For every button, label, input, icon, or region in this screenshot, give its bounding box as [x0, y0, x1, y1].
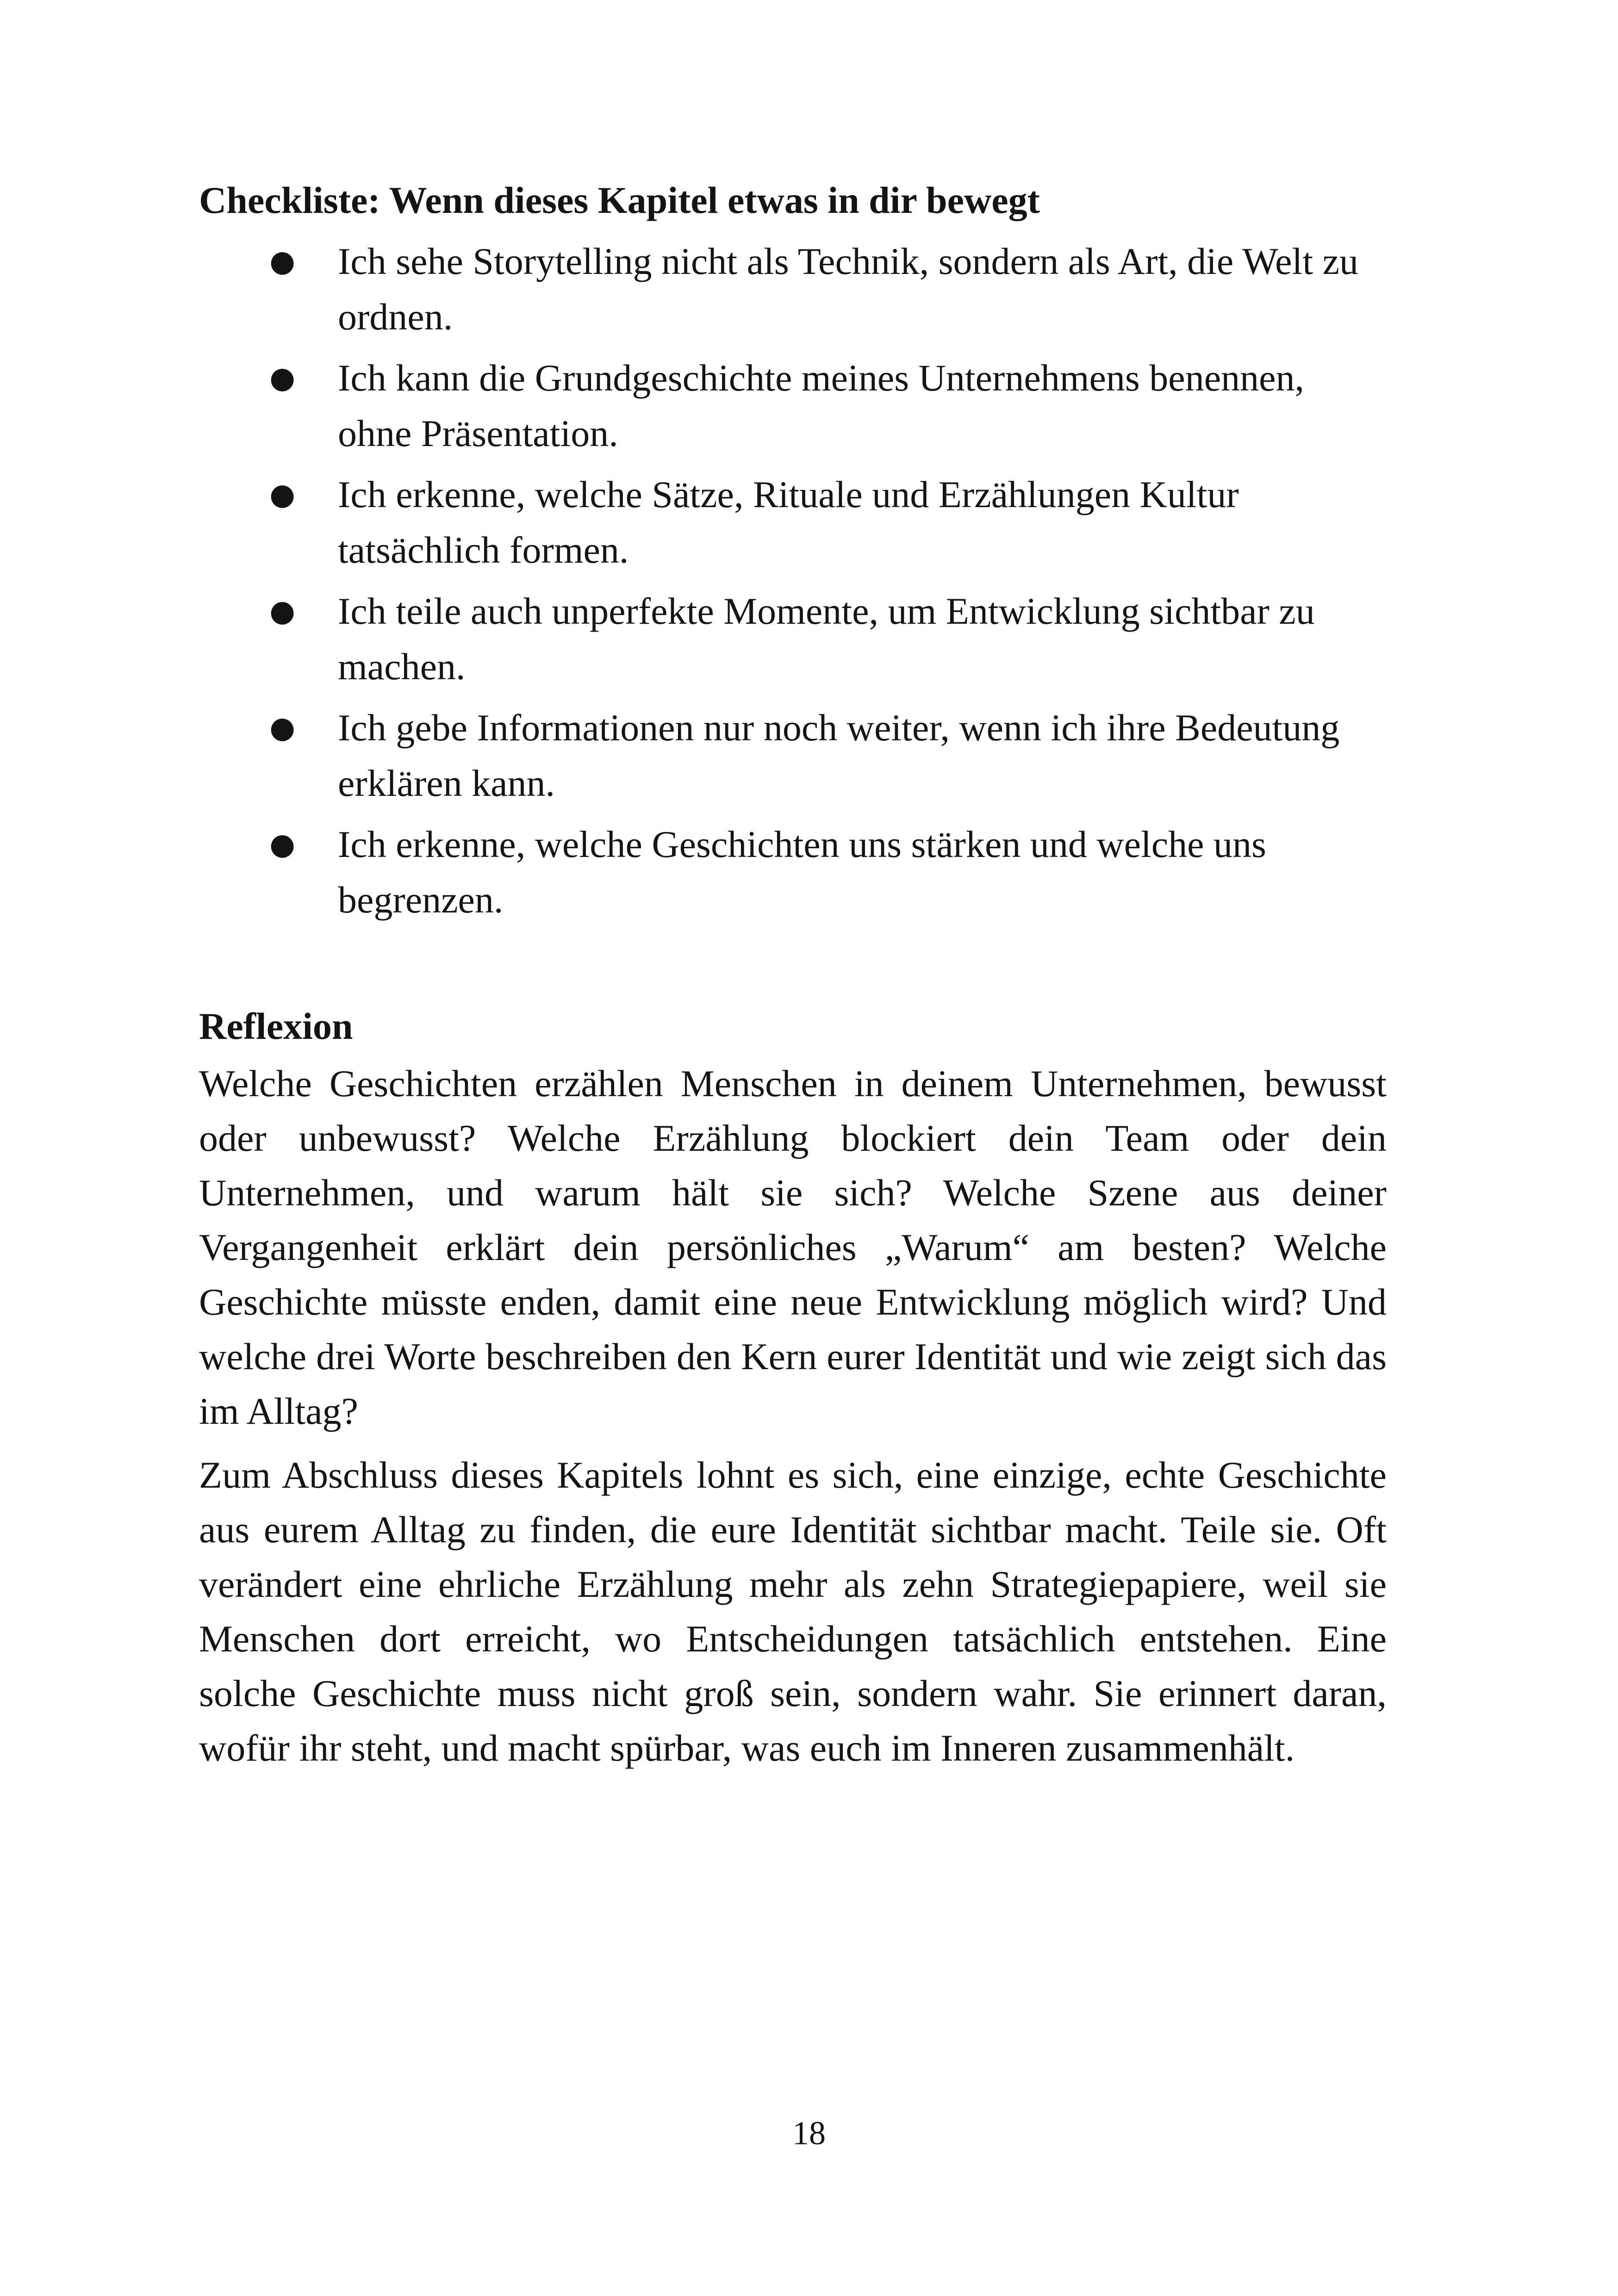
- checklist-item: [199, 700, 1387, 811]
- bullet-icon: ●: [269, 360, 295, 395]
- reflexion-heading: Reflexion: [199, 1005, 353, 1047]
- reflexion-paragraph: Zum Abschluss dieses Kapitels lohnt es sich, eine einzige, echte Geschichte aus eurem Alltag zu finden, die eure Identität sichtbar macht. Teile sie. Oft verändert eine ehrliche Erzählung mehr als zehn Strategiepapiere, weil sie Menschen dort erreicht, wo Entscheidungen tatsächlich entstehen. Eine solche Geschichte muss nicht groß sein, sondern wahr. Sie erinnert daran, wofür ihr steht, und macht spürbar, was euch im Inneren zusammenhält.: [199, 1454, 1387, 1769]
- checklist-item-text: Ich gebe Informationen nur noch weiter, wenn ich ihre Bedeutung erklären kann.: [338, 706, 1340, 804]
- checklist-item-text: Ich erkenne, welche Sätze, Rituale und Erzählungen Kultur tatsächlich formen.: [338, 473, 1239, 571]
- checklist: [199, 234, 1387, 928]
- checklist-item: [199, 583, 1387, 695]
- bullet-icon: ●: [269, 594, 295, 628]
- checklist-item-text: Ich erkenne, welche Geschichten uns stärken und welche uns begrenzen.: [338, 823, 1266, 921]
- checklist-item-text: Ich teile auch unperfekte Momente, um Entwicklung sichtbar zu machen.: [338, 590, 1315, 688]
- checklist-item: [199, 817, 1387, 928]
- reflexion-paragraph: Welche Geschichten erzählen Menschen in deinem Unternehmen, bewusst oder unbewusst? Welche Erzählung blockiert dein Team oder dein Unternehmen, und warum hält sie sich? Welche Szene aus deiner Vergangenheit erklärt dein persönliches „Warum“ am besten? Welche Geschichte müsste enden, damit eine neue Entwicklung möglich wird? Und welche drei Worte beschreiben den Kern eurer Identität und wie zeigt sich das im Alltag?: [199, 1062, 1387, 1433]
- checklist-item-text: Ich sehe Storytelling nicht als Technik, sondern als Art, die Welt zu ordnen.: [338, 240, 1358, 338]
- checklist-heading: Checkliste: Wenn dieses Kapitel etwas in dir bewegt: [199, 179, 1040, 221]
- bullet-icon: ●: [269, 827, 295, 862]
- bullet-icon: ●: [269, 710, 295, 745]
- checklist-item-text: Ich kann die Grundgeschichte meines Unternehmens benennen, ohne Präsentation.: [338, 356, 1304, 454]
- page-content: [199, 176, 1387, 1775]
- checklist-item: [199, 467, 1387, 578]
- checklist-item: [199, 350, 1387, 461]
- bullet-icon: ●: [269, 244, 295, 279]
- checklist-item: [199, 234, 1387, 345]
- page-number: 18: [792, 2115, 826, 2152]
- bullet-icon: ●: [269, 477, 295, 512]
